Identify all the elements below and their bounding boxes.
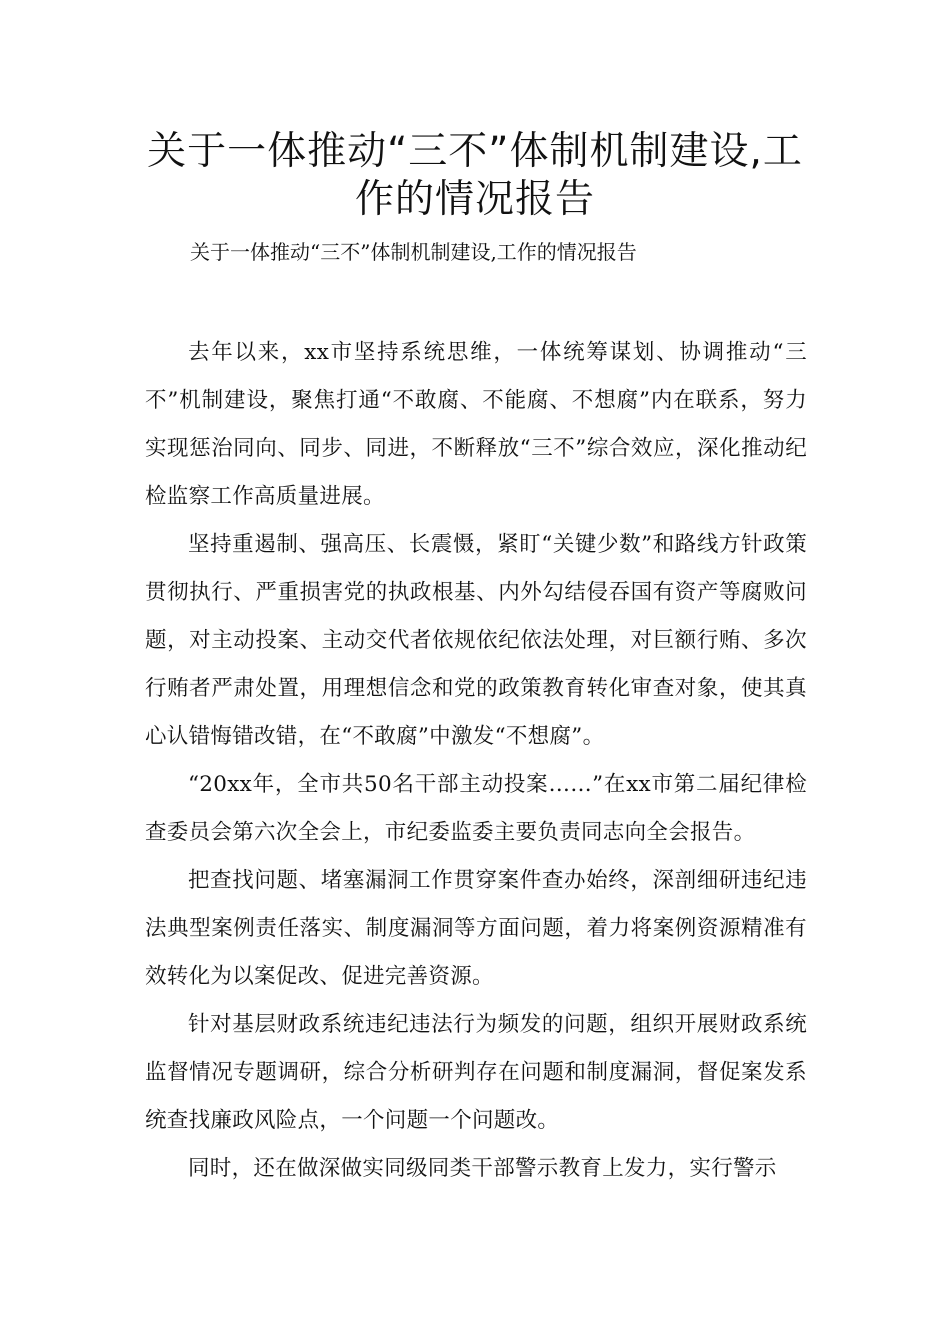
body-paragraph: 坚持重遏制、强高压、长震慑，紧盯“关键少数”和路线方针政策贯彻执行、严重损害党的执政根基、内外勾结侵吞国有资产等腐败问题，对主动投案、主动交代者依规依纪依法处理，对巨额行贿、多次行贿者严肃处置，用理想信念和党的政策教育转化审查对象，使其真心认错悔错改错，在“不敢腐”中激发“不想腐”。 [145,532,807,749]
body-paragraph: 去年以来，xx市坚持系统思维，一体统筹谋划、协调推动“三不”机制建设，聚焦打通“不敢腐、不能腐、不想腐”内在联系，努力实现惩治同向、同步、同进，不断释放“三不”综合效应，深化推动纪检监察工作高质量进展。 [145,340,807,509]
document-title: 关于一体推动“三不”体制机制建设,工作的情况报告 [147,129,803,222]
body-paragraph: 同时，还在做深做实同级同类干部警示教育上发力，实行警示 [188,1156,777,1181]
body-paragraph: “20xx年，全市共50名干部主动投案……”在xx市第二届纪律检查委员会第六次全会上，市纪委监委主要负责同志向全会报告。 [145,772,807,845]
document-body [145,329,807,1193]
body-paragraph: 把查找问题、堵塞漏洞工作贯穿案件查办始终，深剖细研违纪违法典型案例责任落实、制度漏洞等方面问题，着力将案例资源精准有效转化为以案促改、促进完善资源。 [145,868,807,989]
document-subtitle: 关于一体推动“三不”体制机制建设,工作的情况报告 [190,240,637,264]
body-paragraph: 针对基层财政系统违纪违法行为频发的问题，组织开展财政系统监督情况专题调研，综合分析研判存在问题和制度漏洞，督促案发系统查找廉政风险点，一个问题一个问题改。 [145,1012,807,1133]
